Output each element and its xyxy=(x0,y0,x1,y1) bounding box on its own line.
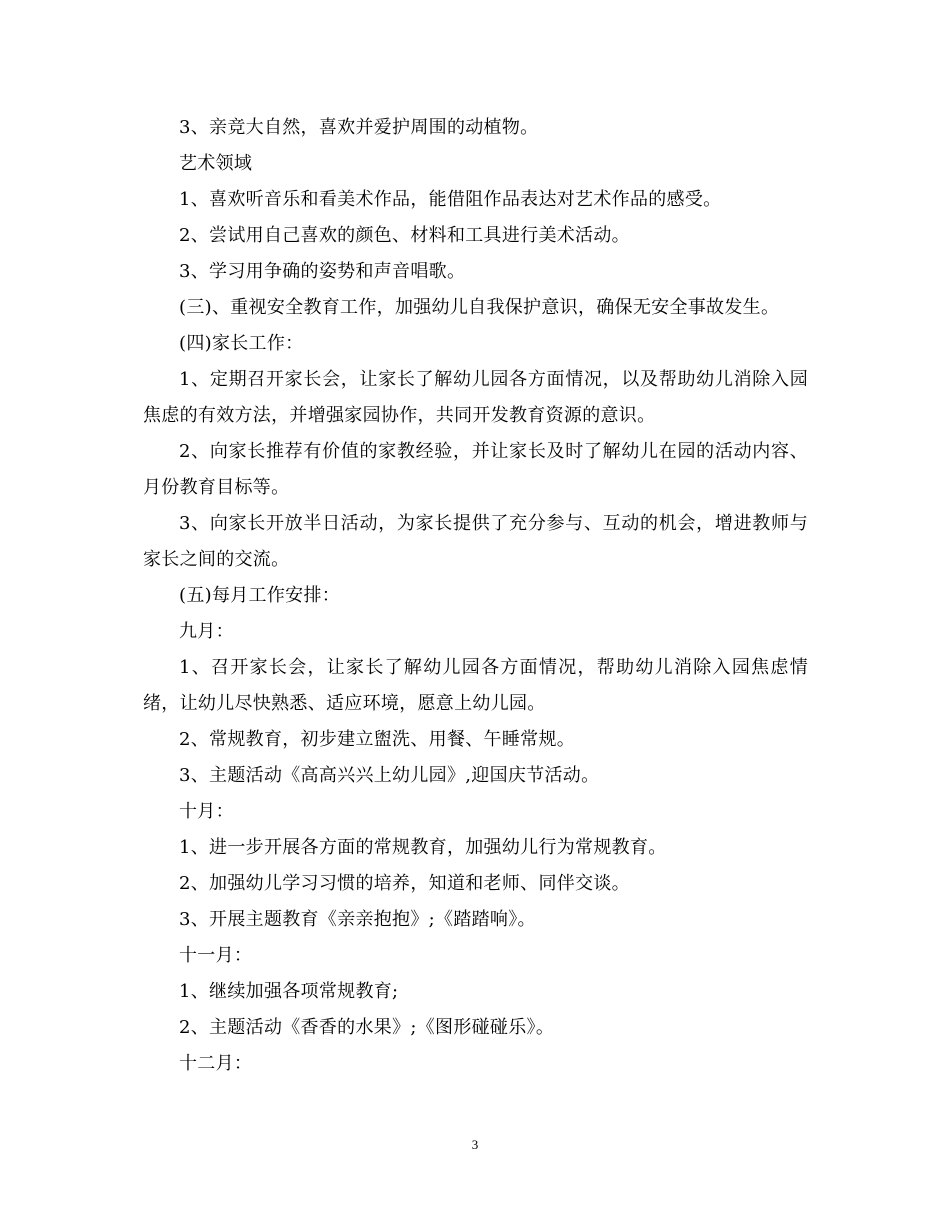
paragraph: 3、学习用争确的姿势和声音唱歌。 xyxy=(179,261,466,282)
month-heading-september: 九月： xyxy=(179,621,234,642)
page-number: 3 xyxy=(471,1137,479,1152)
paragraph: 2、尝试用自己喜欢的颜色、材料和工具进行美术活动。 xyxy=(179,225,630,246)
paragraph: 1、继续加强各项常规教育; xyxy=(179,981,399,1002)
paragraph: 2、常规教育，初步建立盥洗、用餐、午睡常规。 xyxy=(179,729,576,750)
paragraph: 1、喜欢听音乐和看美术作品，能借阻作品表达对艺术作品的感受。 xyxy=(179,189,722,210)
month-heading-october: 十月： xyxy=(179,801,234,822)
paragraph: 1、进一步开展各方面的常规教育，加强幼儿行为常规教育。 xyxy=(179,837,667,858)
section-heading-art: 艺术领域 xyxy=(179,153,253,174)
paragraph: 3、亲竞大自然，喜欢并爱护周围的动植物。 xyxy=(179,117,539,138)
section-heading-safety: (三)、重视安全教育工作，加强幼儿自我保护意识，确保无安全事故发生。 xyxy=(179,297,780,318)
paragraph: 1、召开家长会，让家长了解幼儿园各方面情况，帮助幼儿消除入园焦虑情绪，让幼儿尽快熟悉、适应环境，愿意上幼儿园。 xyxy=(143,657,808,714)
paragraph: 2、向家长推荐有价值的家教经验，并让家长及时了解幼儿在园的活动内容、月份教育目标等。 xyxy=(143,441,808,498)
month-heading-december: 十二月： xyxy=(179,1053,253,1074)
paragraph: 2、加强幼儿学习习惯的培养，知道和老师、同伴交谈。 xyxy=(179,873,630,894)
month-heading-november: 十一月： xyxy=(179,945,253,966)
paragraph: 3、主题活动《高高兴兴上幼儿园》,迎国庆节活动。 xyxy=(179,765,600,786)
paragraph: 2、主题活动《香香的水果》;《图形碰碰乐》。 xyxy=(179,1017,555,1038)
paragraph: 3、向家长开放半日活动，为家长提供了充分参与、互动的机会，增进教师与家长之间的交流。 xyxy=(143,513,808,570)
section-heading-monthly: (五)每月工作安排： xyxy=(179,585,341,606)
document-body xyxy=(143,110,808,1082)
paragraph: 3、开展主题教育《亲亲抱抱》;《踏踏响》。 xyxy=(179,909,536,930)
section-heading-parents: (四)家长工作： xyxy=(179,333,304,354)
paragraph: 1、定期召开家长会，让家长了解幼儿园各方面情况，以及帮助幼儿消除入园焦虑的有效方法，并增强家园协作，共同开发教育资源的意识。 xyxy=(143,369,808,426)
